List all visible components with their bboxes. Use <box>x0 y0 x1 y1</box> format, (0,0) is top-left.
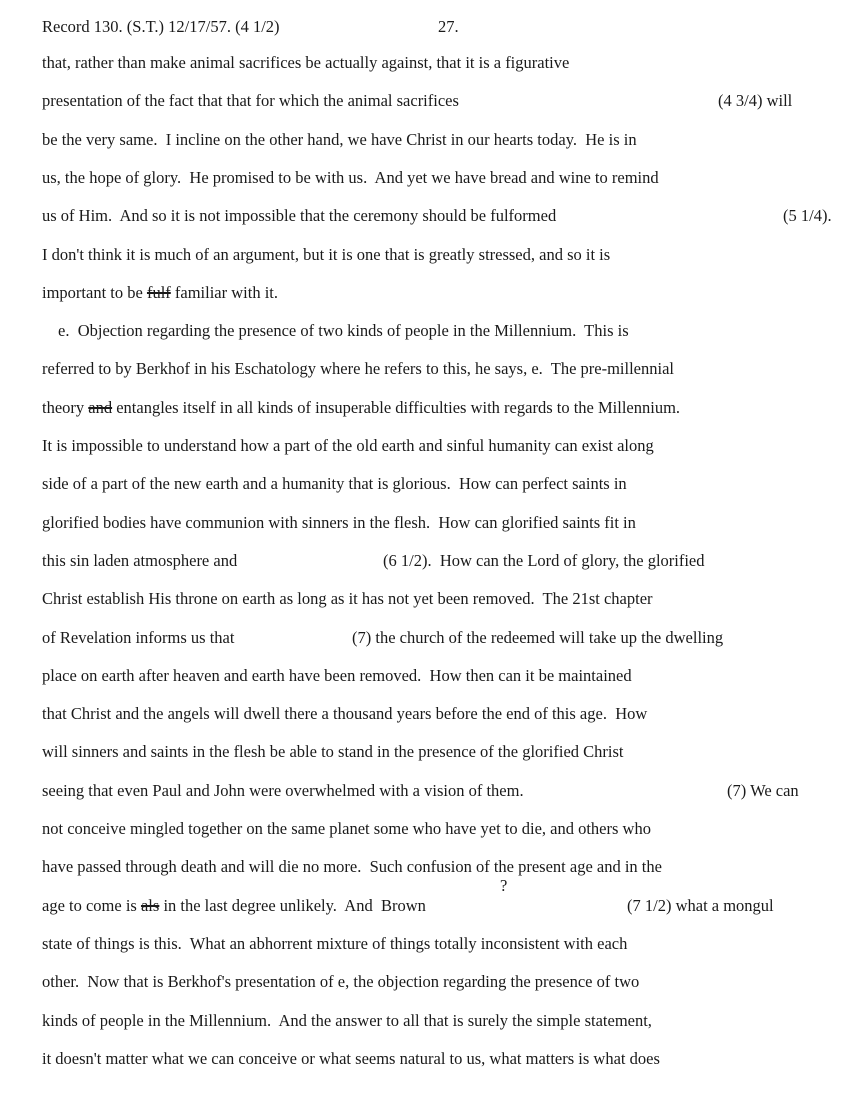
line-text: e. Objection regarding the presence of two kinds of people in the Millennium. This is <box>58 321 629 341</box>
text-line <box>42 1049 660 1069</box>
line-text: It is impossible to understand how a part of the old earth and sinful humanity can exist along <box>42 436 654 455</box>
text-line <box>42 398 680 418</box>
text-line <box>42 934 627 954</box>
text-line <box>42 972 639 992</box>
line-text: will sinners and saints in the flesh be able to stand in the presence of the glorified Christ <box>42 742 624 762</box>
text-line <box>42 359 674 379</box>
text-line <box>42 857 662 877</box>
text-line <box>42 168 659 188</box>
line-text: referred to by Berkhof in his Eschatology where he refers to this, he says, e. The pre-millennial <box>42 359 674 379</box>
line-text: kinds of people in the Millennium. And the answer to all that is surely the simple statement, <box>42 1010 652 1030</box>
text-line <box>42 436 654 456</box>
line-text: I don't think it is much of an argument, but it is one that is greatly stressed, and so it is <box>42 244 611 264</box>
page-number: 27. <box>438 17 459 36</box>
text-line <box>58 321 629 341</box>
text-line <box>42 245 610 265</box>
line-text: Christ establish His throne on earth as long as it has not yet been removed. The 21st chapter <box>42 589 653 609</box>
line-text: other. Now that is Berkhof's presentation of e, the objection regarding the presence of two <box>42 972 640 992</box>
line-text: presentation of the fact that that for which the animal sacrifices <box>42 91 459 111</box>
text-line <box>42 819 651 839</box>
record-label: Record 130. (S.T.) 12/17/57. (4 1/2) <box>42 17 280 36</box>
page-header <box>42 17 459 37</box>
line-text: seeing that even Paul and John were overwhelmed with a vision of them. <box>42 780 524 800</box>
text-line <box>42 1011 652 1031</box>
line-text: (7) We can <box>727 780 799 800</box>
text-line <box>42 474 627 494</box>
line-text: important to be <box>42 282 147 302</box>
line-text: (4 3/4) will <box>718 91 793 111</box>
line-text: (7 1/2) what a mongul <box>627 895 774 915</box>
text-line <box>42 550 705 571</box>
line-text: be the very same. I incline on the other hand, we have Christ in our hearts today. He is in <box>42 129 637 149</box>
struck-text: and <box>88 397 113 417</box>
text-line <box>42 53 569 73</box>
line-text: state of things is this. What an abhorrent mixture of things totally inconsistent with each <box>42 933 628 953</box>
text-line <box>42 742 624 762</box>
line-text: it doesn't matter what we can conceive or what seems natural to us, what matters is what does <box>42 1048 660 1068</box>
line-text: not conceive mingled together on the same planet some who have yet to die, and others who <box>42 819 651 838</box>
line-text: this sin laden atmosphere and <box>42 550 238 570</box>
text-line <box>42 91 793 111</box>
struck-text: als <box>140 895 160 915</box>
line-text: glorified bodies have communion with sinners in the flesh. How can glorified saints fit in <box>42 512 636 532</box>
text-line <box>42 895 774 916</box>
text-line <box>42 130 637 150</box>
line-text: place on earth after heaven and earth have been removed. How then can it be maintained <box>42 665 632 685</box>
line-text: have passed through death and will die no more. Such confusion of the present age and in the <box>42 857 662 877</box>
text-line <box>42 666 632 686</box>
line-text: us, the hope of glory. He promised to be with us. And yet we have bread and wine to remind <box>42 167 659 187</box>
line-text: that Christ and the angels will dwell there a thousand years before the end of this age. How <box>42 704 648 724</box>
line-text: of Revelation informs us that <box>42 627 235 647</box>
text-line <box>42 704 647 724</box>
text-line <box>42 206 832 226</box>
line-text: age to come is <box>42 895 141 915</box>
text-line <box>42 627 724 648</box>
line-text: (6 1/2). How can the Lord of glory, the glorified <box>383 550 705 570</box>
struck-text: fulf <box>146 282 171 302</box>
text-line <box>42 589 653 609</box>
line-text: familiar with it. <box>170 282 279 302</box>
line-text: (7) the church of the redeemed will take up the dwelling <box>352 627 724 647</box>
text-line <box>42 283 278 303</box>
line-text: side of a part of the new earth and a humanity that is glorious. How can perfect saints in <box>42 474 627 494</box>
line-text: theory <box>42 397 89 417</box>
query-mark: ? <box>500 876 508 895</box>
text-line <box>42 513 636 533</box>
text-line <box>42 780 799 801</box>
line-text: in the last degree unlikely. And Brown <box>159 895 426 915</box>
line-text: that, rather than make animal sacrifices be actually against, that it is a figurative <box>42 53 570 72</box>
line-text: entangles itself in all kinds of insuperable difficulties with regards to the Millennium. <box>112 397 681 417</box>
line-text: us of Him. And so it is not impossible that the ceremony should be fulformed <box>42 206 557 226</box>
line-text: (5 1/4). <box>783 206 832 226</box>
